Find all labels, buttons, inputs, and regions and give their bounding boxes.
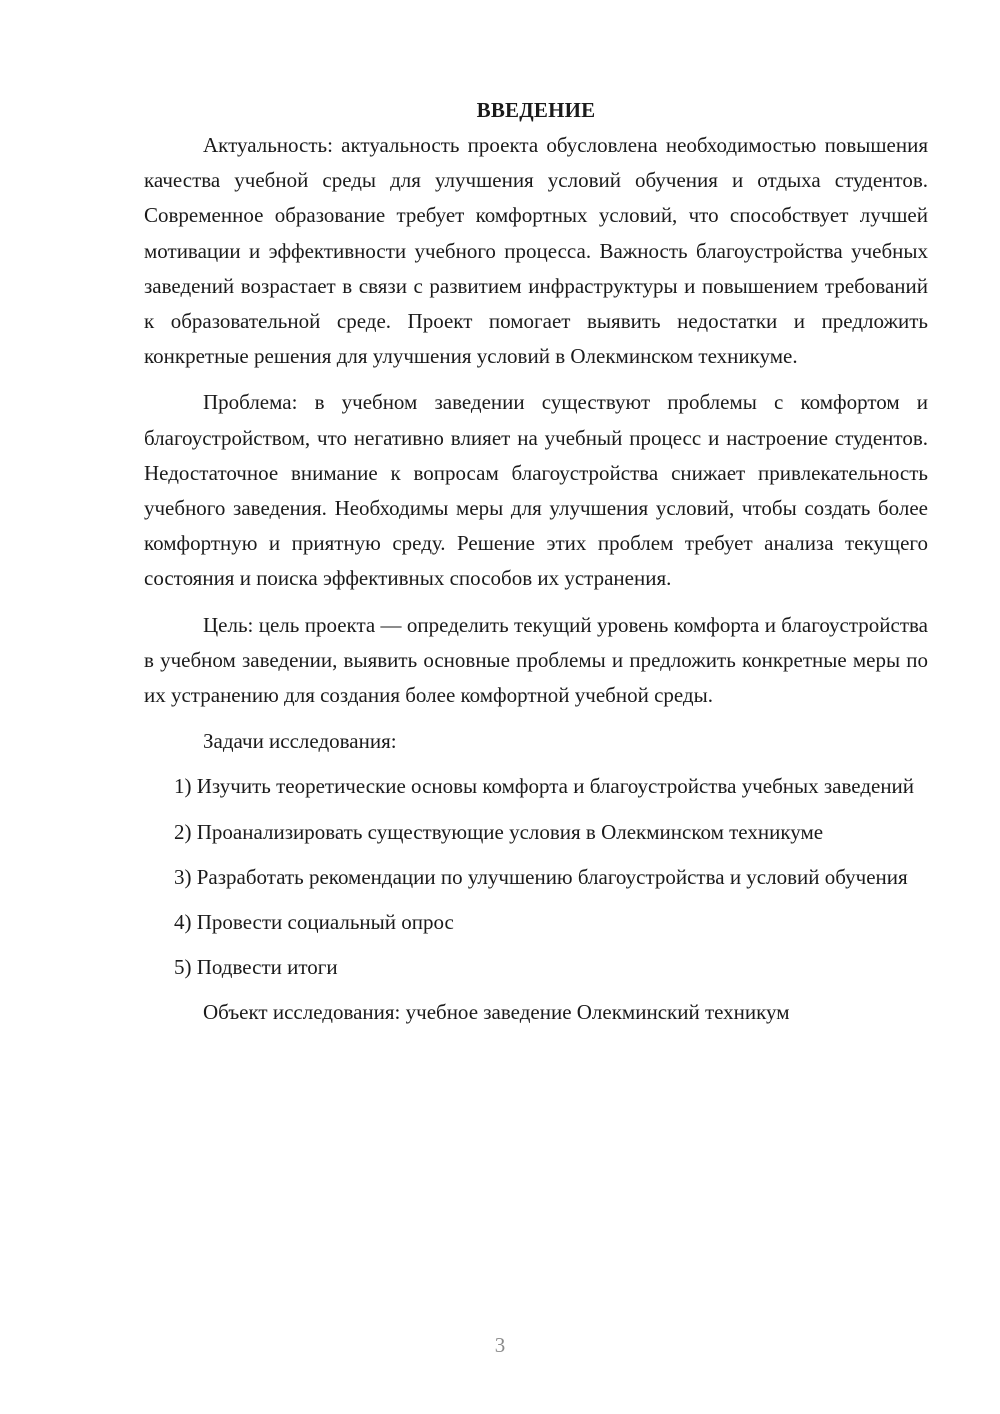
object-paragraph: Объект исследования: учебное заведение Олекминский техникум <box>203 1000 790 1025</box>
section-title: ВВЕДЕНИЕ <box>476 98 596 122</box>
task-item-3: 3) Разработать рекомендации по улучшению благоустройства и условий обучения <box>174 864 908 889</box>
page-number: 3 <box>494 1333 506 1357</box>
task-item-2: 2) Проанализировать существующие условия в Олекминском техникуме <box>174 819 824 844</box>
tasks-heading: Задачи исследования: <box>203 729 397 754</box>
task-item-5: 5) Подвести итоги <box>174 955 338 980</box>
problem-paragraph: Проблема: в учебном заведении существуют проблемы с комфортом и благоустройством, что негативно влияет на учебный процесс и настроение студентов. Недостаточное внимание к вопросам благоустройства снижает привлекательность учебного заведения. Необходимы меры для улучшения условий, чтобы создать более комфортную и приятную среду. Решение этих проблем требует анализа текущего состояния и поиска эффективных способов их устранения. <box>144 390 928 591</box>
relevance-paragraph: Актуальность: актуальность проекта обусловлена необходимостью повышения качества учебной среды для улучшения условий обучения и отдыха студентов. Современное образование требует комфортных условий, что способствует лучшей мотивации и эффективности учебного процесса. Важность благоустройства учебных заведений возрастает в связи с развитием инфраструктуры и повышением требований к образовательной среде. Проект помогает выявить недостатки и предложить конкретные решения для улучшения условий в Олекминском техникуме. <box>144 133 928 369</box>
document-page <box>144 93 928 1041</box>
goal-paragraph: Цель: цель проекта — определить текущий уровень комфорта и благоустройства в учебном заведении, выявить основные проблемы и предложить конкретные меры по их устранению для создания более комфортной учебной среды. <box>144 612 928 708</box>
task-item-1: 1) Изучить теоретические основы комфорта и благоустройства учебных заведений <box>174 774 915 799</box>
task-item-4: 4) Провести социальный опрос <box>174 910 454 935</box>
